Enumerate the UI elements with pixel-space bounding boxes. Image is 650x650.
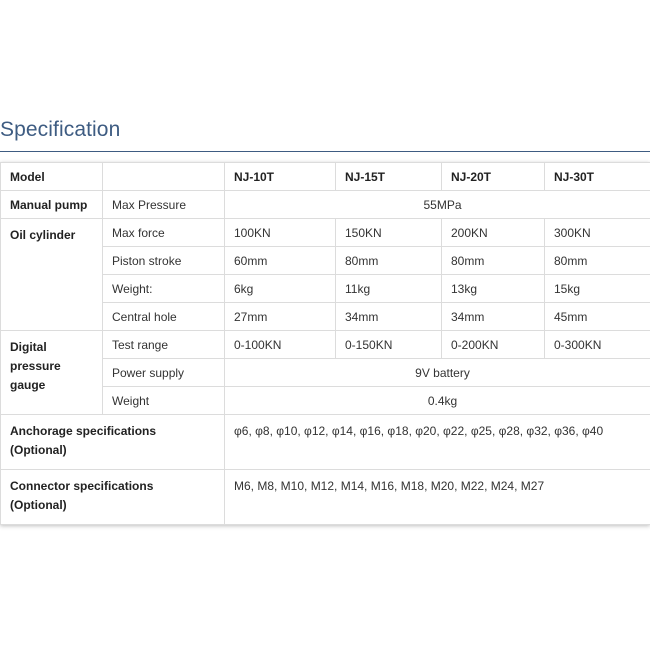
value-cell: 15kg [545,275,650,303]
model-nj-10t: NJ-10T [225,163,336,191]
heading-divider [0,151,650,152]
value-cell: 100KN [225,219,336,247]
value-cell: 55MPa [225,191,650,219]
value-cell: 0-150KN [336,331,442,359]
spec-table [0,162,650,525]
group-oil-cylinder: Oil cylinder [1,219,103,331]
value-cell: 0-100KN [225,331,336,359]
label-line: Connector specifications [10,479,154,493]
model-nj-20t: NJ-20T [442,163,545,191]
param-label: Piston stroke [103,247,225,275]
group-label-line: pressure [10,359,61,373]
value-cell: 150KN [336,219,442,247]
model-nj-30t: NJ-30T [545,163,650,191]
blank-header-cell [103,163,225,191]
model-header: Model [1,163,103,191]
value-cell: 34mm [336,303,442,331]
label-line: Anchorage specifications [10,424,157,438]
table-row [1,191,650,219]
spec-table-container [0,162,650,525]
anchorage-value: φ6, φ8, φ10, φ12, φ14, φ16, φ18, φ20, φ22, φ25, φ28, φ32, φ36, φ40 [225,415,650,470]
group-label-line: Digital [10,340,47,354]
value-cell: 200KN [442,219,545,247]
value-cell: 60mm [225,247,336,275]
table-row [1,331,650,359]
value-cell: 300KN [545,219,650,247]
value-cell: 80mm [336,247,442,275]
table-row [1,415,650,470]
param-label: Max force [103,219,225,247]
value-cell: 9V battery [225,359,650,387]
param-label: Weight [103,387,225,415]
table-row [1,219,650,247]
model-nj-15t: NJ-15T [336,163,442,191]
value-cell: 0-300KN [545,331,650,359]
param-label: Test range [103,331,225,359]
value-cell: 80mm [545,247,650,275]
group-manual-pump: Manual pump [1,191,103,219]
section-heading: Specification [0,118,121,141]
value-cell: 11kg [336,275,442,303]
value-cell: 6kg [225,275,336,303]
value-cell: 45mm [545,303,650,331]
group-label-line: gauge [10,378,46,392]
label-line: (Optional) [10,443,67,457]
value-cell: 13kg [442,275,545,303]
value-cell: 0.4kg [225,387,650,415]
value-cell: 80mm [442,247,545,275]
connector-value: M6, M8, M10, M12, M14, M16, M18, M20, M22, M24, M27 [225,470,650,525]
label-line: (Optional) [10,498,67,512]
anchorage-label [1,415,225,470]
value-cell: 34mm [442,303,545,331]
value-cell: 27mm [225,303,336,331]
param-label: Power supply [103,359,225,387]
value-cell: 0-200KN [442,331,545,359]
table-row [1,470,650,525]
param-label: Weight: [103,275,225,303]
connector-label [1,470,225,525]
group-digital-pressure-gauge [1,331,103,415]
table-header-row [1,163,650,191]
param-label: Max Pressure [103,191,225,219]
param-label: Central hole [103,303,225,331]
